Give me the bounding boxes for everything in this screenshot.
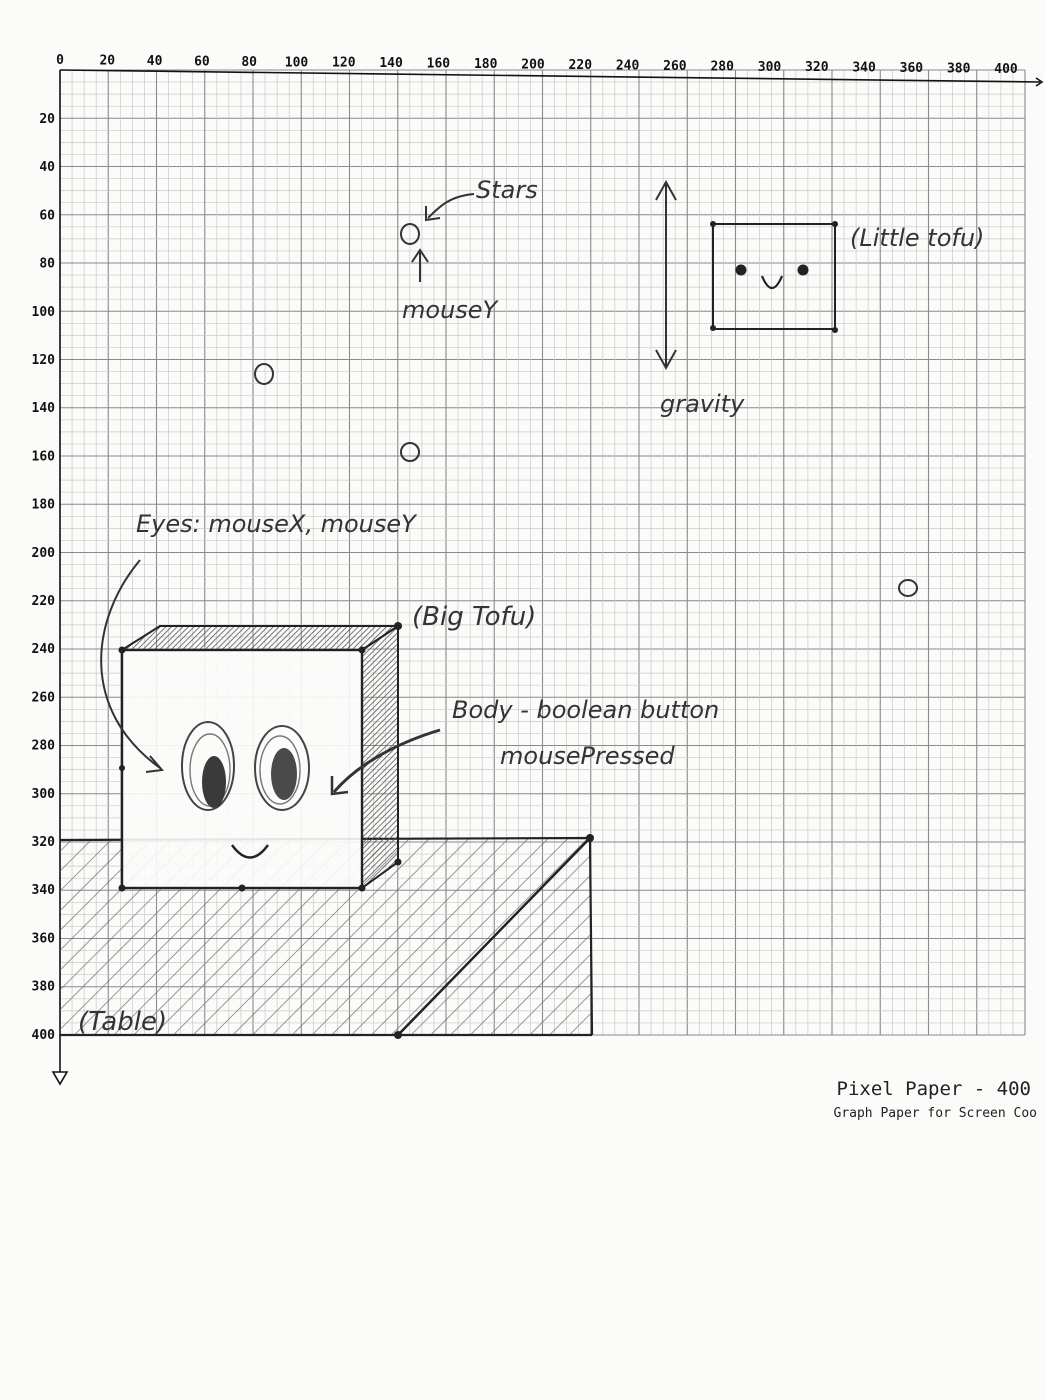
body-label-line2: mousePressed	[500, 742, 675, 770]
y-tick-label: 20	[39, 112, 55, 127]
table-label: (Table)	[78, 1007, 168, 1037]
x-tick-label: 340	[852, 60, 876, 76]
x-tick-label: 300	[757, 59, 782, 75]
y-tick-label: 40	[39, 160, 55, 176]
y-tick-label: 140	[31, 401, 55, 417]
y-tick-label: 120	[31, 353, 55, 368]
y-tick-label: 360	[31, 931, 55, 947]
star	[899, 580, 917, 596]
x-tick-label: 260	[663, 58, 687, 74]
x-tick-label: 20	[99, 53, 116, 69]
y-tick-label: 280	[31, 738, 55, 754]
y-tick-label: 160	[31, 449, 55, 465]
x-tick-label: 220	[568, 57, 593, 73]
gravity-label: gravity	[660, 390, 745, 418]
y-tick-label: 200	[31, 545, 55, 561]
little-tofu-label: (Little tofu)	[850, 224, 985, 252]
y-tick-label: 340	[31, 883, 55, 899]
x-tick-label: 400	[994, 62, 1018, 77]
y-axis-tick-labels	[32, 112, 56, 1043]
big-tofu-label: (Big Tofu)	[412, 602, 537, 632]
footer-subtitle: Graph Paper for Screen Coo	[833, 1106, 1037, 1121]
y-tick-label: 60	[39, 208, 55, 224]
x-tick-label: 380	[946, 61, 971, 77]
mouse-y-label: mouseY	[402, 296, 498, 324]
y-tick-label: 380	[31, 979, 55, 995]
y-tick-label: 80	[39, 256, 55, 272]
x-tick-label: 60	[194, 54, 210, 70]
x-tick-label: 280	[710, 59, 734, 75]
y-tick-label: 300	[31, 786, 55, 802]
x-tick-label: 0	[56, 53, 64, 68]
x-tick-label: 180	[473, 57, 498, 73]
little-tofu	[710, 221, 838, 333]
y-tick-label: 220	[31, 594, 55, 609]
x-tick-label: 240	[615, 58, 640, 74]
y-tick-label: 100	[31, 304, 55, 320]
body-label-line1: Body - boolean button	[452, 696, 720, 724]
x-axis-tick-labels	[56, 53, 1018, 77]
stars-label: Stars	[476, 176, 538, 204]
y-tick-label: 240	[31, 642, 55, 658]
eyes-label: Eyes: mouseX, mouseY	[136, 510, 416, 538]
x-tick-label: 100	[284, 55, 309, 71]
little-tofu-eye	[798, 265, 809, 276]
y-tick-label: 320	[31, 835, 55, 850]
x-tick-label: 80	[241, 54, 258, 70]
x-tick-label: 320	[805, 60, 829, 76]
x-tick-label: 40	[146, 53, 163, 69]
star	[255, 364, 273, 384]
little-tofu-eye	[736, 265, 747, 276]
x-tick-label: 160	[426, 56, 451, 72]
x-tick-label: 200	[521, 57, 545, 73]
x-tick-label: 360	[899, 61, 924, 77]
x-tick-label: 140	[379, 56, 403, 72]
y-tick-label: 180	[31, 497, 55, 513]
x-tick-label: 120	[332, 55, 356, 71]
footer-title: Pixel Paper - 400	[836, 1078, 1031, 1100]
y-tick-label: 260	[31, 690, 55, 706]
y-tick-label: 400	[31, 1027, 55, 1043]
